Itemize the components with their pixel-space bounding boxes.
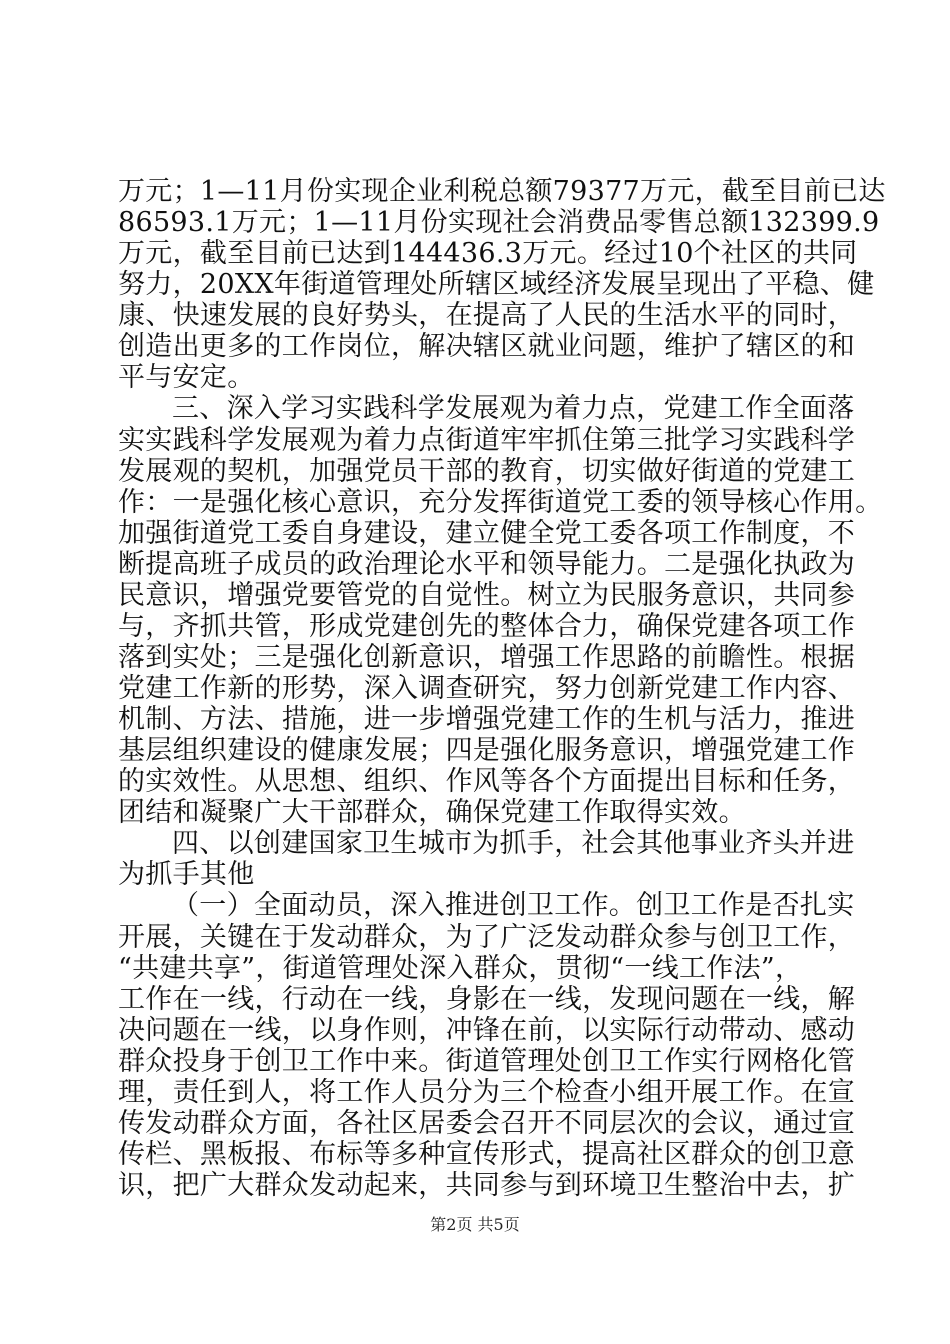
text-line: 机制、方法、措施，进一步增强党建工作的生机与活力，推进 — [118, 704, 856, 735]
section-heading-4: 四、以创建国家卫生城市为抓手，社会其他事业齐头并进 — [172, 828, 855, 859]
text-line: 努力，20XX年街道管理处所辖区域经济发展呈现出了平稳、健 — [118, 269, 875, 300]
text-line: 万元，截至目前已达到144436.3万元。经过10个社区的共同 — [118, 238, 858, 269]
text-line: 群众投身于创卫工作中来。街道管理处创卫工作实行网格化管 — [118, 1046, 856, 1077]
text-line: 作：一是强化核心意识，充分发挥街道党工委的领导核心作用。 — [118, 487, 883, 518]
text-line: 为抓手其他 — [118, 859, 255, 890]
text-line: 开展，关键在于发动群众，为了广泛发动群众参与创卫工作， — [118, 922, 856, 953]
text-line: 工作在一线，行动在一线，身影在一线，发现问题在一线，解 — [118, 984, 856, 1015]
text-line: 理，责任到人，将工作人员分为三个检查小组开展工作。在宣 — [118, 1077, 856, 1108]
text-line: 康、快速发展的良好势头，在提高了人民的生活水平的同时， — [118, 300, 856, 331]
text-line: “共建共享”，街道管理处深入群众，贯彻“一线工作法”， — [118, 953, 803, 984]
text-line: 的实效性。从思想、组织、作风等各个方面提出目标和任务， — [118, 766, 856, 797]
text-line: 团结和凝聚广大干部群众，确保党建工作取得实效。 — [118, 797, 746, 828]
page-footer: 第2页 共5页 — [430, 1215, 520, 1234]
section-heading-3: 三、深入学习实践科学发展观为着力点，党建工作全面落 — [172, 393, 855, 424]
text-line: 决问题在一线，以身作则，冲锋在前，以实际行动带动、感动 — [118, 1015, 856, 1046]
text-line: 传栏、黑板报、布标等多种宣传形式，提高社区群众的创卫意 — [118, 1139, 856, 1170]
text-line: 平与安定。 — [118, 362, 255, 393]
text-line: 发展观的契机，加强党员干部的教育，切实做好街道的党建工 — [118, 456, 856, 487]
text-line: 民意识，增强党要管党的自觉性。树立为民服务意识，共同参 — [118, 580, 856, 611]
text-line: 基层组织建设的健康发展；四是强化服务意识，增强党建工作 — [118, 735, 856, 766]
text-line: 落到实处；三是强化创新意识，增强工作思路的前瞻性。根据 — [118, 642, 856, 673]
text-line: 加强街道党工委自身建设，建立健全党工委各项工作制度，不 — [118, 518, 856, 549]
text-line: 86593.1万元；1—11月份实现社会消费品零售总额132399.9 — [118, 207, 880, 238]
text-line: 党建工作新的形势，深入调查研究，努力创新党建工作内容、 — [118, 673, 856, 704]
subsection-heading-1: （一）全面动员，深入推进创卫工作。创卫工作是否扎实 — [172, 890, 855, 921]
text-line: 传发动群众方面，各社区居委会召开不同层次的会议，通过宣 — [118, 1108, 856, 1139]
text-line: 万元；1—11月份实现企业利税总额79377万元，截至目前已达 — [118, 176, 886, 207]
text-line: 实实践科学发展观为着力点街道牢牢抓住第三批学习实践科学 — [118, 425, 856, 456]
text-line: 识，把广大群众发动起来，共同参与到环境卫生整治中去，扩 — [118, 1170, 856, 1201]
text-line: 创造出更多的工作岗位，解决辖区就业问题，维护了辖区的和 — [118, 331, 856, 362]
text-line: 断提高班子成员的政治理论水平和领导能力。二是强化执政为 — [118, 549, 856, 580]
text-line: 与，齐抓共管，形成党建创先的整体合力，确保党建各项工作 — [118, 611, 856, 642]
